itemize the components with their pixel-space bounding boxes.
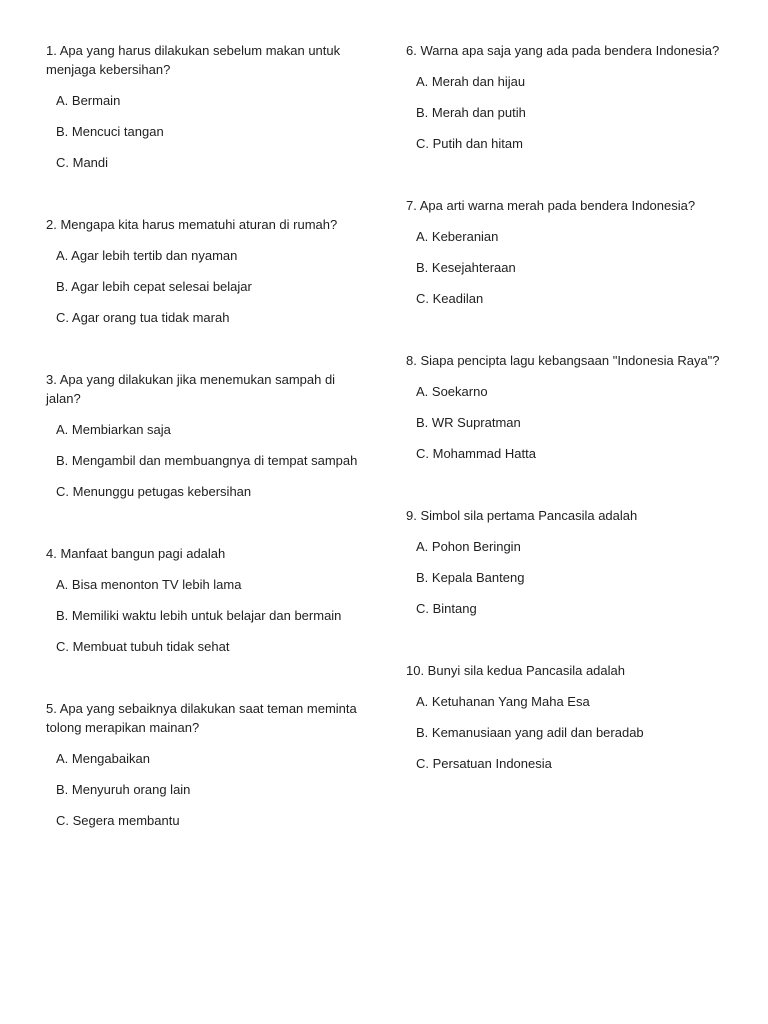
question-1: [46, 41, 372, 172]
question-text: 6. Warna apa saja yang ada pada bendera Indonesia?: [406, 43, 720, 58]
right-column: [406, 41, 732, 773]
option-c[interactable]: C. Keadilan: [416, 291, 484, 306]
question-10: [406, 661, 732, 773]
option-a[interactable]: A. Ketuhanan Yang Maha Esa: [416, 694, 590, 709]
left-column: [46, 41, 372, 830]
question-7: [406, 196, 732, 308]
question-8: [406, 351, 732, 463]
question-text: 5. Apa yang sebaiknya dilakukan saat teman meminta tolong merapikan mainan?: [46, 701, 357, 735]
question-4: [46, 544, 372, 656]
question-text: 4. Manfaat bangun pagi adalah: [46, 546, 226, 561]
question-5: [46, 699, 372, 830]
option-c[interactable]: C. Mohammad Hatta: [416, 446, 536, 461]
question-text: 1. Apa yang harus dilakukan sebelum makan untuk menjaga kebersihan?: [46, 43, 341, 77]
option-c[interactable]: C. Menunggu petugas kebersihan: [56, 484, 252, 499]
option-b[interactable]: B. Kesejahteraan: [416, 260, 516, 275]
option-a[interactable]: A. Merah dan hijau: [416, 74, 526, 89]
question-text: 7. Apa arti warna merah pada bendera Indonesia?: [406, 198, 696, 213]
question-text: 10. Bunyi sila kedua Pancasila adalah: [406, 663, 625, 678]
option-b[interactable]: B. Mengambil dan membuangnya di tempat sampah: [56, 453, 358, 468]
option-b[interactable]: B. Merah dan putih: [416, 105, 526, 120]
option-a[interactable]: A. Membiarkan saja: [56, 422, 171, 437]
question-6: [406, 41, 732, 153]
option-c[interactable]: C. Putih dan hitam: [416, 136, 523, 151]
option-a[interactable]: A. Bisa menonton TV lebih lama: [56, 577, 242, 592]
option-a[interactable]: A. Agar lebih tertib dan nyaman: [56, 248, 238, 263]
option-b[interactable]: B. Kepala Banteng: [416, 570, 525, 585]
question-text: 2. Mengapa kita harus mematuhi aturan di rumah?: [46, 217, 338, 232]
option-c[interactable]: C. Mandi: [56, 155, 109, 170]
option-b[interactable]: B. WR Supratman: [416, 415, 521, 430]
question-9: [406, 506, 732, 618]
option-b[interactable]: B. Kemanusiaan yang adil dan beradab: [416, 725, 644, 740]
question-2: [46, 215, 372, 327]
option-c[interactable]: C. Agar orang tua tidak marah: [56, 310, 230, 325]
option-a[interactable]: A. Bermain: [56, 93, 121, 108]
option-c[interactable]: C. Bintang: [416, 601, 477, 616]
option-b[interactable]: B. Mencuci tangan: [56, 124, 164, 139]
question-3: [46, 370, 372, 501]
option-a[interactable]: A. Mengabaikan: [56, 751, 150, 766]
question-text: 8. Siapa pencipta lagu kebangsaan "Indonesia Raya"?: [406, 353, 720, 368]
option-a[interactable]: A. Soekarno: [416, 384, 488, 399]
option-b[interactable]: B. Menyuruh orang lain: [56, 782, 191, 797]
option-c[interactable]: C. Persatuan Indonesia: [416, 756, 552, 771]
option-c[interactable]: C. Membuat tubuh tidak sehat: [56, 639, 230, 654]
question-text: 3. Apa yang dilakukan jika menemukan sampah di jalan?: [46, 372, 336, 406]
question-text: 9. Simbol sila pertama Pancasila adalah: [406, 508, 638, 523]
option-a[interactable]: A. Pohon Beringin: [416, 539, 521, 554]
option-b[interactable]: B. Agar lebih cepat selesai belajar: [56, 279, 252, 294]
option-c[interactable]: C. Segera membantu: [56, 813, 180, 828]
option-b[interactable]: B. Memiliki waktu lebih untuk belajar dan bermain: [56, 608, 342, 623]
option-a[interactable]: A. Keberanian: [416, 229, 499, 244]
